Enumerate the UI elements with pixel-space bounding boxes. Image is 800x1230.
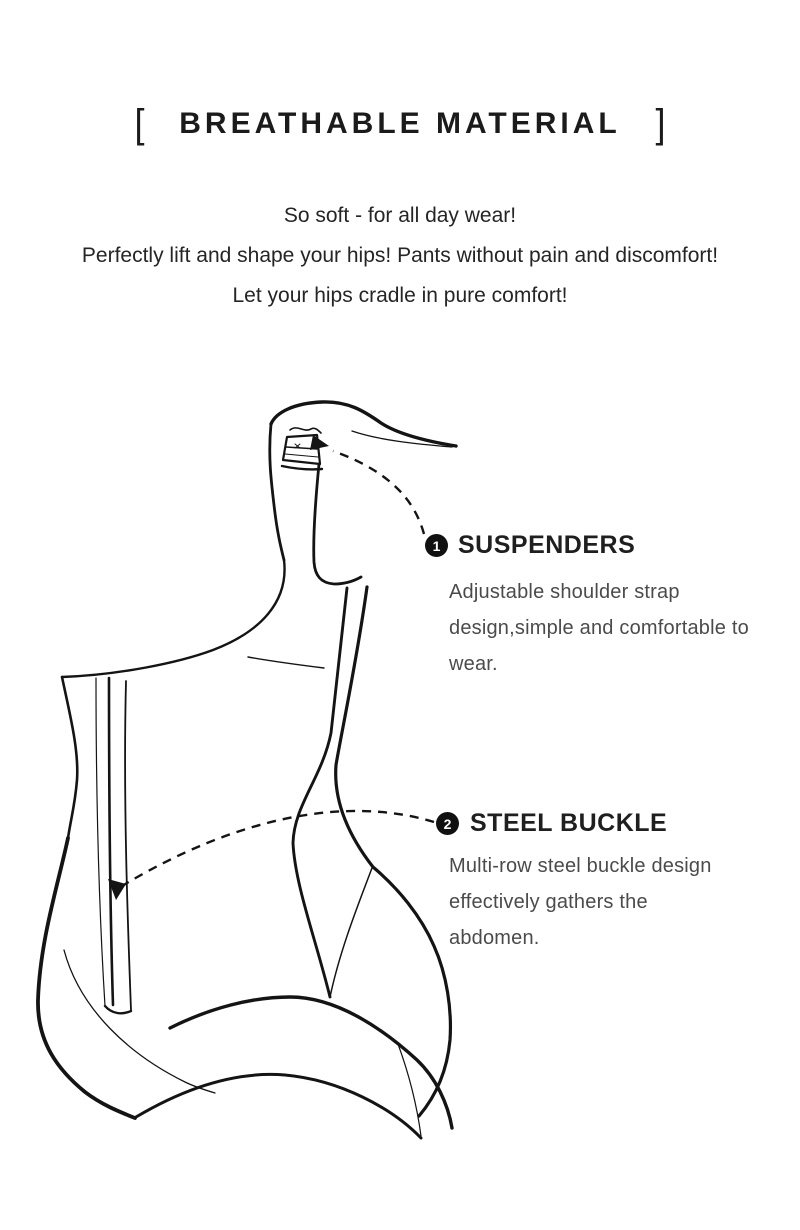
callout-2-desc	[449, 848, 712, 956]
callout-1-marker: 1	[425, 534, 448, 557]
callout-1-desc-line-1: Adjustable shoulder strap	[449, 581, 680, 603]
callout-1-desc-line-3: wear.	[449, 653, 498, 675]
callout-2-desc-line-1: Multi-row steel buckle design	[449, 855, 712, 877]
title-bracket-right: ]	[655, 102, 666, 146]
arrowhead-icon	[310, 435, 329, 450]
page-title: BREATHABLE MATERIAL	[179, 107, 621, 140]
callout-2-title: STEEL BUCKLE	[470, 809, 668, 837]
dashed-arrow-suspenders	[310, 435, 424, 534]
bodysuit-outline	[38, 402, 456, 1138]
callout-1-desc	[449, 574, 749, 682]
callout-2-desc-line-3: abdomen.	[449, 927, 540, 949]
callout-2-desc-line-2: effectively gathers the	[449, 891, 648, 913]
intro-line-2: Perfectly lift and shape your hips! Pants without pain and discomfort!	[81, 244, 719, 267]
dashed-arrow-steel-buckle	[108, 811, 434, 900]
callout-steel-buckle	[436, 812, 459, 835]
callout-1-desc-line-2: design,simple and comfortable to	[449, 617, 749, 639]
intro-line-1: So soft - for all day wear!	[283, 204, 517, 227]
callout-2-marker: 2	[436, 812, 459, 835]
callout-suspenders	[425, 534, 448, 557]
title-bracket-left: [	[134, 102, 145, 146]
intro-line-3: Let your hips cradle in pure comfort!	[232, 284, 568, 307]
callout-1-title: SUSPENDERS	[458, 531, 636, 559]
